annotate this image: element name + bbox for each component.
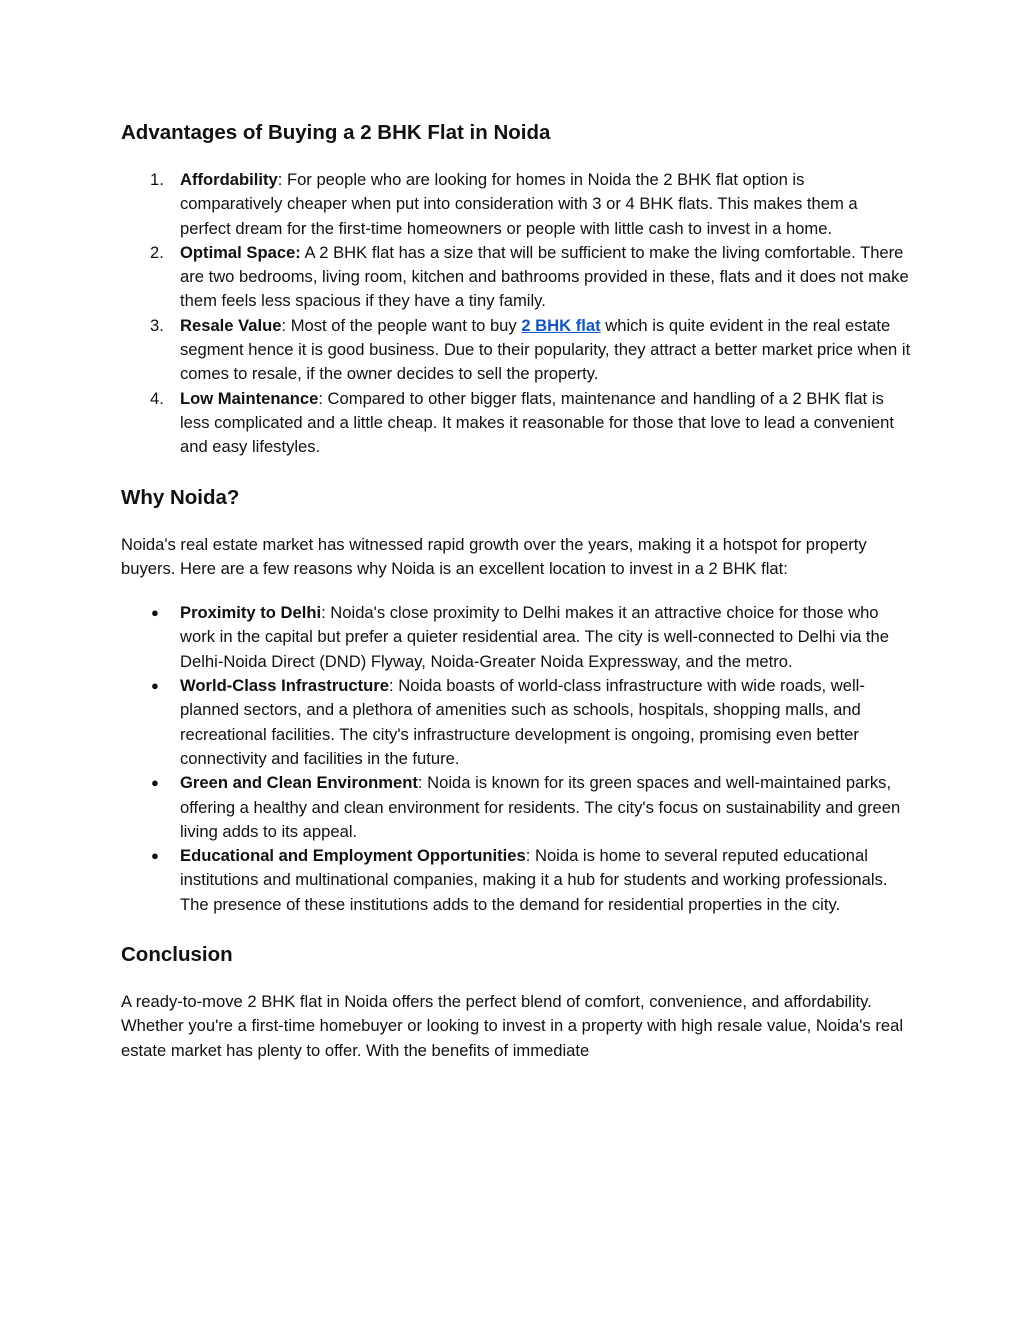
list-item — [121, 314, 911, 387]
list-item — [121, 241, 911, 314]
section-heading-advantages: Advantages of Buying a 2 BHK Flat in Noida — [121, 121, 551, 144]
bullet-icon: ● — [151, 775, 159, 791]
item-text: A 2 BHK flat has a size that will be sufficient to make the living comfortable. There are two bedrooms, living room, kitchen and bathrooms provided in these, flats and it does not make them feels less spacious if they have a tiny family. — [180, 242, 909, 311]
item-text-before-link: : Most of the people want to buy — [281, 315, 522, 335]
item-title: Educational and Employment Opportunities — [180, 846, 526, 866]
list-item — [121, 674, 911, 771]
item-text-after-link: which is quite evident in the real estate segment hence it is good business. Due to their popularity, they attract a better market price when it comes to resale, if the owner decides to sell the property. — [180, 315, 911, 384]
list-item — [121, 601, 911, 674]
list-item — [121, 168, 911, 241]
bullet-icon: ● — [151, 848, 159, 864]
item-text: : Noida is known for its green spaces and well-maintained parks, offering a healthy and clean environment for residents. The city's focus on sustainability and green living adds to its appeal. — [180, 773, 901, 841]
document-page — [121, 118, 911, 1063]
list-number: 1. — [150, 170, 164, 189]
item-title: Optimal Space: — [180, 242, 301, 262]
2-bhk-flat-link[interactable]: 2 BHK flat — [521, 315, 601, 335]
why-noida-list — [121, 601, 911, 917]
item-text: : For people who are looking for homes in Noida the 2 BHK flat option is comparatively cheaper when put into consideration with 3 or 4 BHK flats. This makes them a perfect dream for the first-time homeowners or people with little cash to invest in a home. — [180, 170, 858, 238]
advantages-list — [121, 168, 911, 460]
item-title: Resale Value — [180, 315, 282, 335]
conclusion-paragraph: A ready-to-move 2 BHK flat in Noida offers the perfect blend of comfort, convenience, and affordability. Whether you're a first-time homebuyer or looking to invest in a property with high resale value, Noida's real estate market has plenty to offer. With the benefits of immediate — [121, 992, 904, 1060]
item-title: Green and Clean Environment — [180, 773, 418, 793]
item-text: : Noida's close proximity to Delhi makes it an attractive choice for those who work in the capital but prefer a quieter residential area. The city is well-connected to Delhi via the Delhi-Noida Direct (DND) Flyway, Noida-Greater Noida Expressway, and the metro. — [180, 603, 889, 671]
list-item — [121, 844, 911, 917]
why-noida-intro: Noida's real estate market has witnessed rapid growth over the years, making it a hotspot for property buyers. Here are a few reasons why Noida is an excellent location to invest in a 2 BHK flat: — [121, 534, 867, 578]
list-item — [121, 387, 911, 460]
item-title: Proximity to Delhi — [180, 603, 322, 623]
bullet-icon: ● — [151, 605, 159, 621]
list-number: 4. — [150, 388, 164, 408]
item-title: World-Class Infrastructure — [180, 676, 390, 696]
section-heading-conclusion: Conclusion — [121, 943, 233, 967]
item-text: : Compared to other bigger flats, maintenance and handling of a 2 BHK flat is less complicated and a little cheap. It makes it reasonable for those that love to lead a convenient and easy lifestyles. — [180, 388, 894, 457]
list-item — [121, 771, 911, 844]
bullet-icon: ● — [151, 678, 159, 694]
item-title: Affordability — [180, 170, 278, 189]
list-number: 2. — [150, 242, 164, 262]
list-number: 3. — [150, 315, 164, 335]
section-heading-why-noida: Why Noida? — [121, 485, 240, 509]
item-title: Low Maintenance — [180, 388, 319, 408]
item-text: : Noida is home to several reputed educational institutions and multinational companies, making it a hub for students and working professionals. The presence of these institutions adds to the demand for residential properties in the city. — [180, 846, 888, 914]
item-text: : Noida boasts of world-class infrastructure with wide roads, well-planned sectors, and a plethora of amenities such as schools, hospitals, shopping malls, and recreational facilities. The city's infrastructure development is ongoing, promising even better connectivity and facilities in the future. — [180, 676, 865, 768]
